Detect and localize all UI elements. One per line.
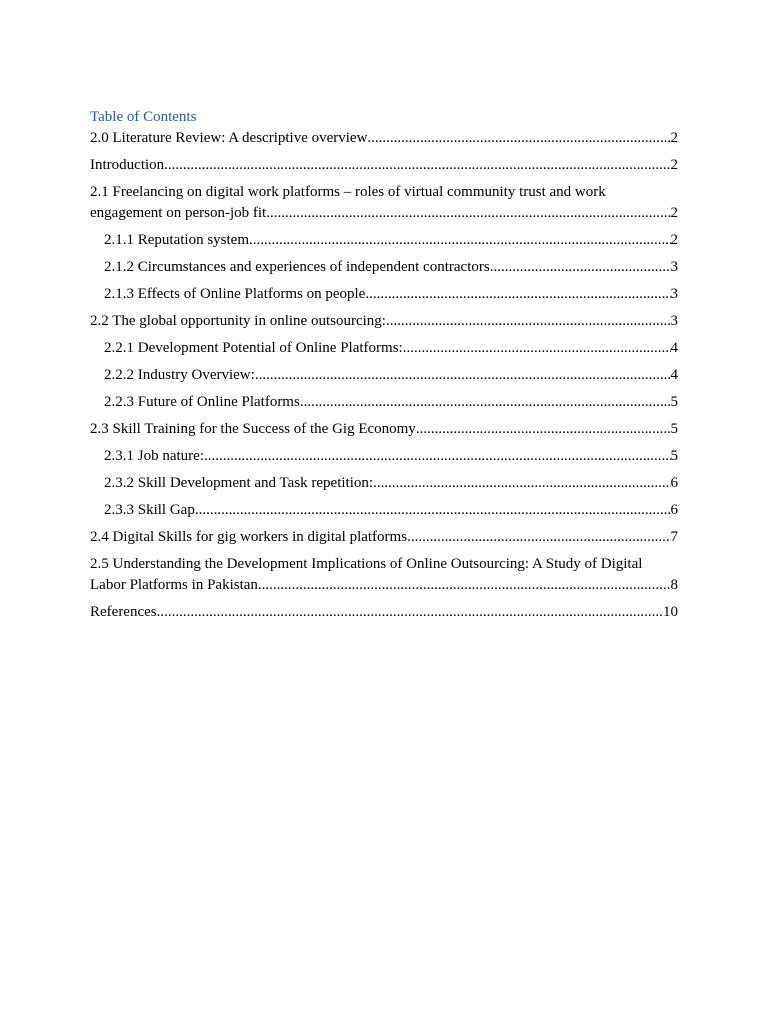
toc-entry[interactable]	[90, 473, 678, 494]
toc-entry-text: 2.2.3 Future of Online Platforms	[104, 394, 300, 410]
toc-dot-leader	[157, 602, 663, 623]
toc-entry-leader-line	[104, 500, 678, 521]
toc-dot-leader	[367, 128, 670, 149]
toc-dot-leader	[365, 284, 670, 305]
toc-entry[interactable]	[90, 602, 678, 623]
toc-entry-text: Labor Platforms in Pakistan	[90, 577, 258, 593]
toc-page-number: 2	[670, 157, 678, 173]
toc-entry-first-line: 2.5 Understanding the Development Implications of Online Outsourcing: A Study of Digital	[90, 556, 643, 572]
toc-title: Table of Contents	[90, 109, 197, 125]
toc-page-number: 5	[670, 394, 678, 410]
toc-entry-text: engagement on person-job fit	[90, 205, 267, 221]
toc-page-number: 6	[670, 475, 678, 491]
toc-dot-leader	[416, 419, 671, 440]
toc-entry-text: 2.3.1 Job nature:	[104, 448, 204, 464]
toc-entry-text: 2.2.2 Industry Overview:	[104, 367, 255, 383]
toc-entry[interactable]	[90, 419, 678, 440]
toc-page-number: 8	[670, 577, 678, 593]
toc-entry-text: 2.3 Skill Training for the Success of the Gig Economy	[90, 421, 416, 437]
toc-entry-text: 2.1.2 Circumstances and experiences of independent contractors	[104, 259, 490, 275]
toc-entry-leader-line	[104, 365, 678, 386]
toc-entry-first-line: 2.1 Freelancing on digital work platforms – roles of virtual community trust and work	[90, 184, 606, 200]
toc-entry-text: 2.2 The global opportunity in online outsourcing:	[90, 313, 386, 329]
toc-page-number: 2	[670, 232, 678, 248]
toc-entry[interactable]	[90, 257, 678, 278]
toc-entry[interactable]	[90, 446, 678, 467]
toc-dot-leader	[490, 257, 671, 278]
document-page	[90, 108, 678, 629]
toc-entry[interactable]	[90, 182, 678, 224]
toc-entry-text: 2.0 Literature Review: A descriptive overview	[90, 130, 368, 146]
toc-entry[interactable]	[90, 155, 678, 176]
toc-page-number: 5	[670, 448, 678, 464]
toc-dot-leader	[300, 392, 671, 413]
toc-page-number: 2	[670, 205, 678, 221]
toc-entry[interactable]	[90, 365, 678, 386]
toc-dot-leader	[255, 365, 671, 386]
toc-page-number: 3	[670, 286, 678, 302]
toc-entry-leader-line	[104, 446, 678, 467]
toc-entry-leader-line	[90, 155, 678, 176]
toc-entry-leader-line	[90, 203, 678, 224]
toc-entry[interactable]	[90, 500, 678, 521]
toc-entry[interactable]	[90, 392, 678, 413]
toc-entry-leader-line	[90, 419, 678, 440]
toc-entry-text: 2.1.1 Reputation system	[104, 232, 249, 248]
toc-dot-leader	[403, 338, 671, 359]
toc-dot-leader	[258, 575, 671, 596]
toc-page-number: 4	[670, 367, 678, 383]
toc-entry[interactable]	[90, 284, 678, 305]
toc-entry-text: References	[90, 604, 157, 620]
toc-dot-leader	[373, 473, 670, 494]
toc-entry-leader-line	[90, 575, 678, 596]
toc-entry[interactable]	[90, 527, 678, 548]
toc-dot-leader	[249, 230, 671, 251]
toc-entry-text: 2.1.3 Effects of Online Platforms on people	[104, 286, 366, 302]
toc-entry-leader-line	[90, 602, 678, 623]
toc-dot-leader	[386, 311, 671, 332]
toc-page-number: 2	[670, 130, 678, 146]
toc-entry[interactable]	[90, 128, 678, 149]
toc-entry-text: 2.2.1 Development Potential of Online Platforms:	[104, 340, 403, 356]
toc-entry[interactable]	[90, 338, 678, 359]
toc-page-number: 6	[670, 502, 678, 518]
toc-page-number: 10	[663, 604, 678, 620]
toc-entry-text: Introduction	[90, 157, 165, 173]
toc-dot-leader	[195, 500, 671, 521]
toc-entry[interactable]	[90, 554, 678, 596]
toc-page-number: 3	[670, 259, 678, 275]
toc-entry-leader-line	[90, 128, 678, 149]
toc-page-number: 5	[670, 421, 678, 437]
toc-page-number: 7	[670, 529, 678, 545]
toc-entry[interactable]	[90, 311, 678, 332]
toc-dot-leader	[204, 446, 671, 467]
toc-dot-leader	[266, 203, 670, 224]
toc-entry-leader-line	[104, 284, 678, 305]
toc-entry[interactable]	[90, 230, 678, 251]
toc-page-number: 4	[670, 340, 678, 356]
toc-entry-text: 2.3.3 Skill Gap	[104, 502, 195, 518]
toc-dot-leader	[407, 527, 670, 548]
toc-entry-leader-line	[104, 230, 678, 251]
toc-entry-text: 2.3.2 Skill Development and Task repetition:	[104, 475, 374, 491]
toc-entry-leader-line	[104, 338, 678, 359]
toc-entry-leader-line	[104, 257, 678, 278]
toc-entry-leader-line	[104, 392, 678, 413]
toc-entry-text: 2.4 Digital Skills for gig workers in digital platforms	[90, 529, 408, 545]
toc-page-number: 3	[670, 313, 678, 329]
toc-entry-leader-line	[104, 473, 678, 494]
toc-list	[90, 128, 678, 623]
toc-dot-leader	[164, 155, 670, 176]
toc-entry-leader-line	[90, 311, 678, 332]
toc-entry-leader-line	[90, 527, 678, 548]
